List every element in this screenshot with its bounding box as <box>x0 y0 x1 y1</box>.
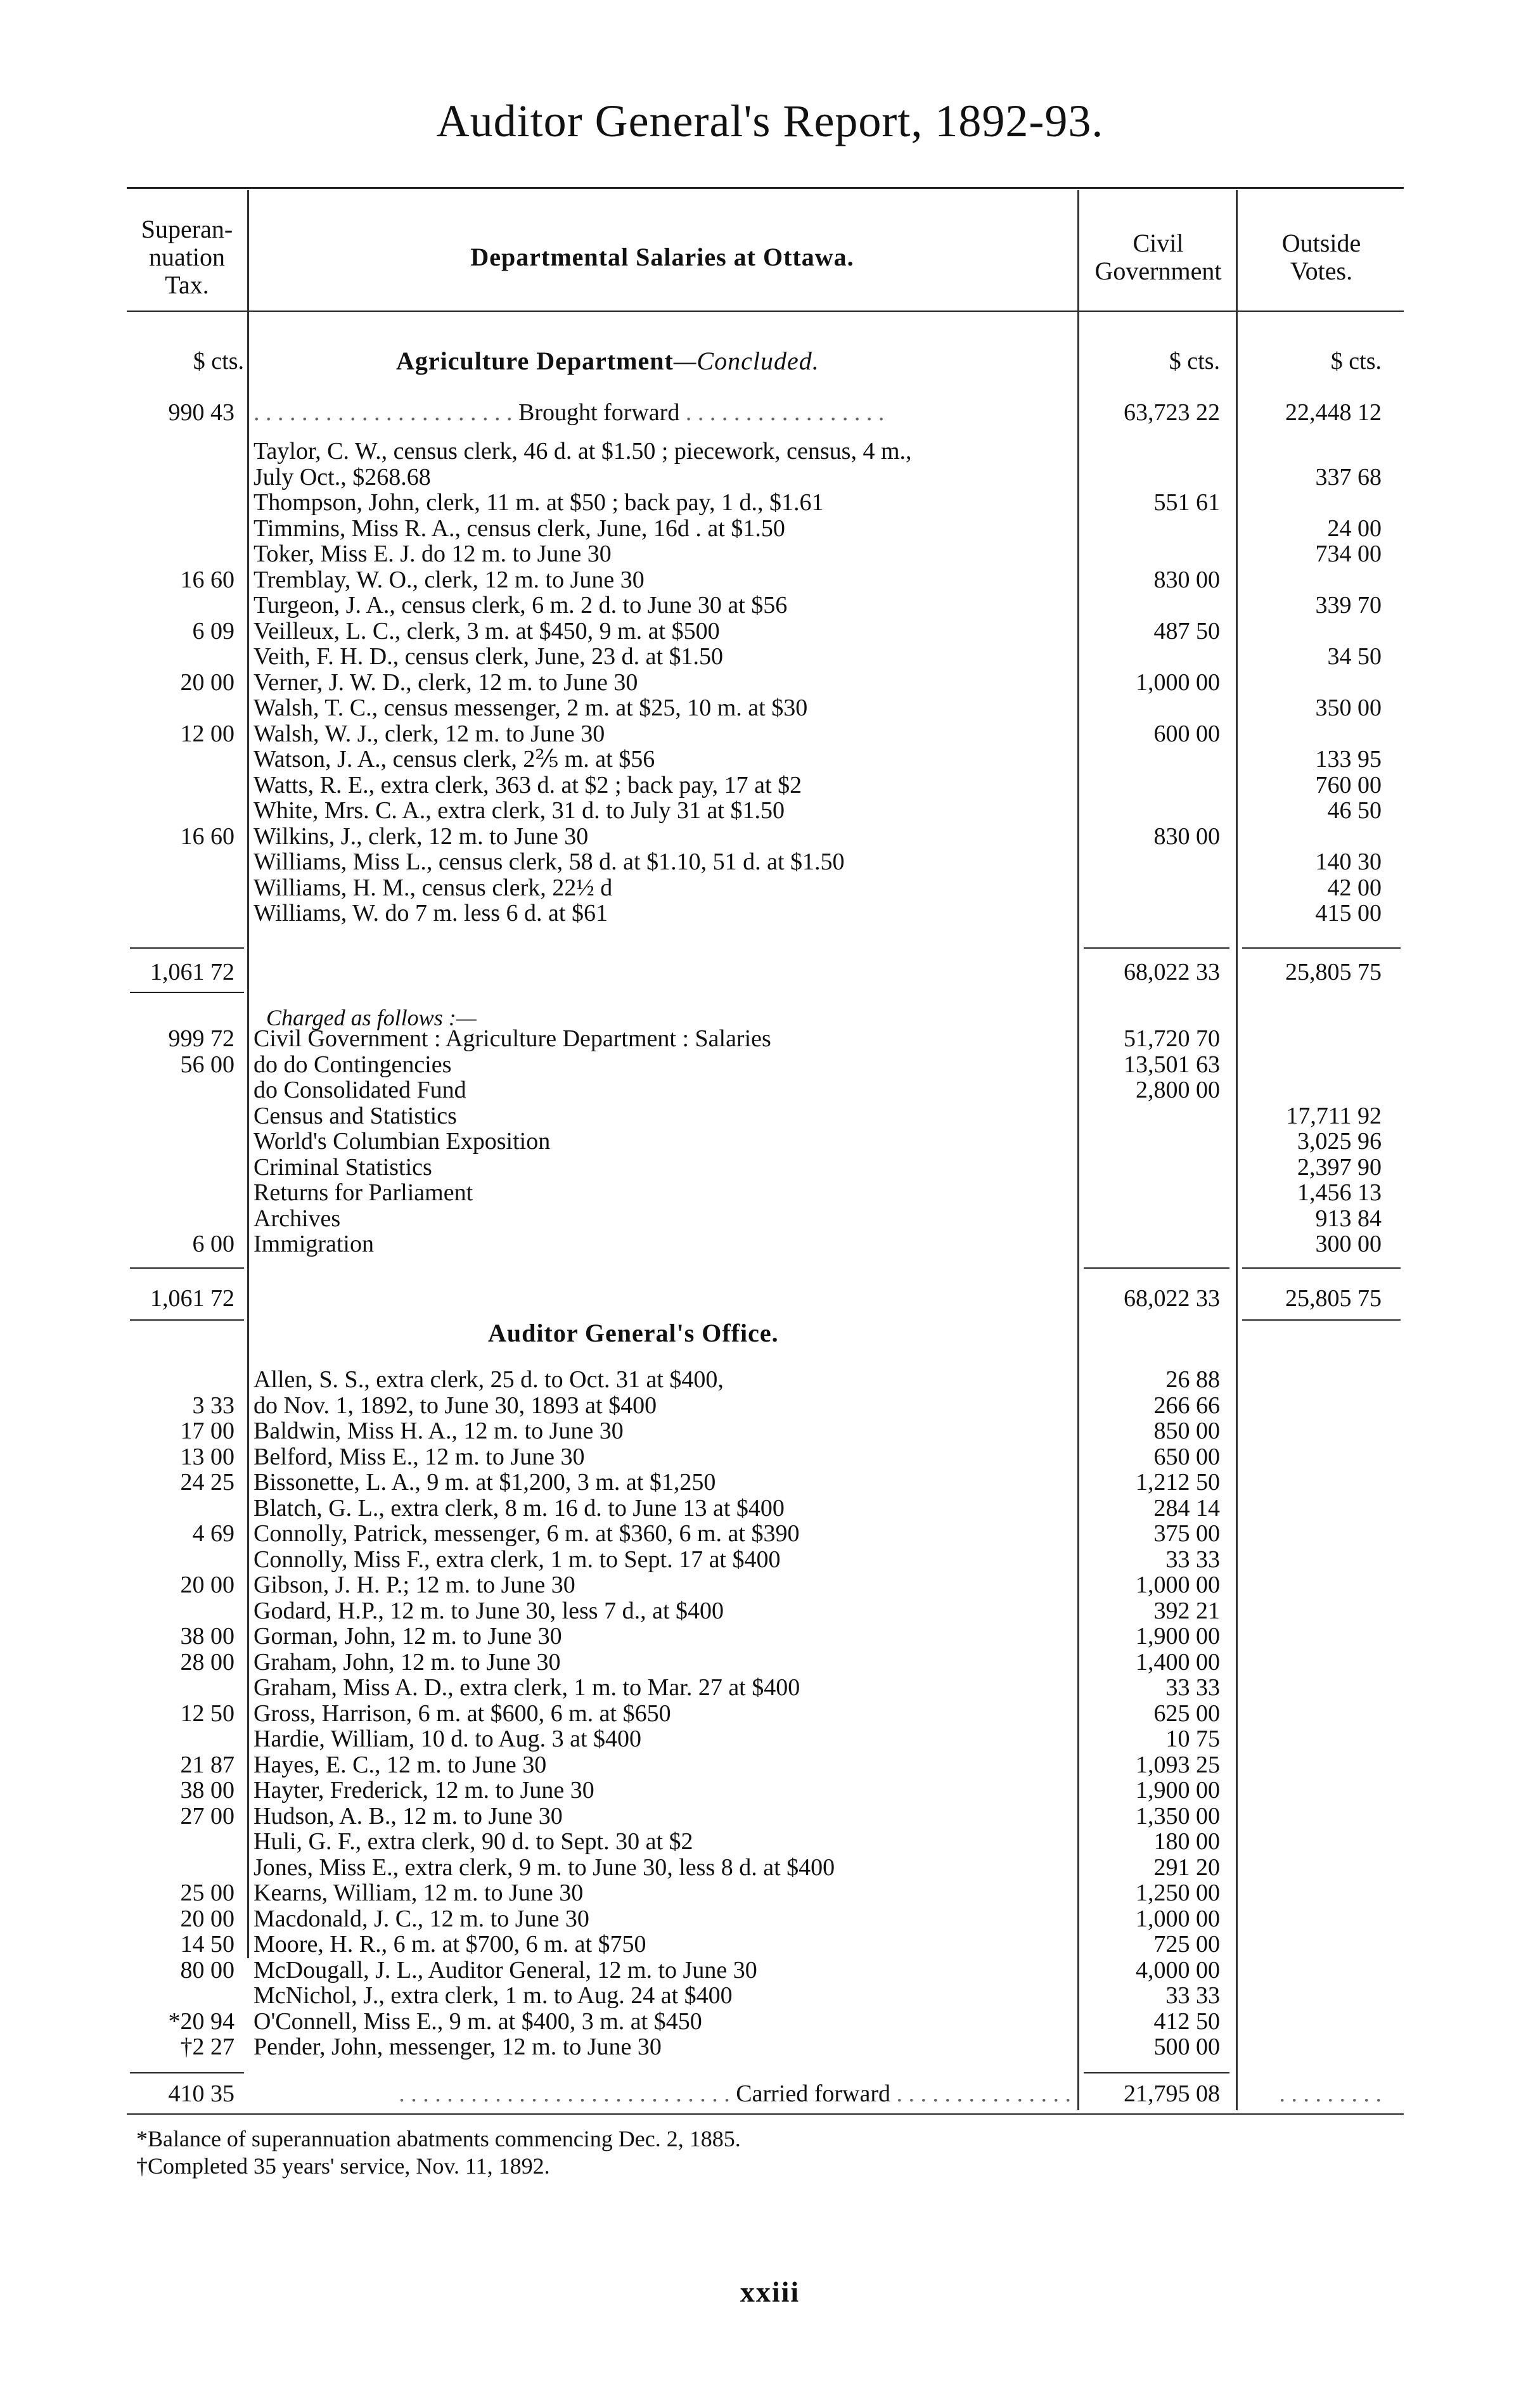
table-row <box>0 1496 1540 1520</box>
cell-civil: 180 00 <box>1153 1828 1220 1855</box>
carried-forward-sup: 410 35 <box>168 2080 234 2107</box>
outside-header-line: Outside <box>1281 229 1361 257</box>
cell-sup: 56 00 <box>180 1051 234 1078</box>
table-row <box>0 901 1540 925</box>
table-row <box>0 1599 1540 1623</box>
cell-outside: 133 95 <box>1315 746 1382 772</box>
cell-desc: White, Mrs. C. A., extra clerk, 31 d. to July 31 at $1.50 <box>253 797 785 824</box>
cell-civil: 1,350 00 <box>1136 1802 1220 1829</box>
table-row <box>0 1573 1540 1597</box>
cell-outside: 339 70 <box>1315 592 1382 618</box>
table-row <box>0 773 1540 797</box>
brought-forward-desc: . . . . . . . . . . . . . . . . . . . . . . Brought forward . . . . . . . . . . . . . . . . . <box>253 399 885 426</box>
cell-outside: 24 00 <box>1327 515 1382 542</box>
table-row <box>0 1129 1540 1153</box>
cell-sup: 24 25 <box>180 1469 234 1496</box>
table-row <box>0 1232 1540 1256</box>
table-row <box>0 1548 1540 1572</box>
agri-total-outside: 25,805 75 <box>1285 959 1382 985</box>
cell-desc: Taylor, C. W., census clerk, 46 d. at $1.50 ; piecework, census, 4 m., <box>253 438 912 465</box>
cell-civil: 650 00 <box>1153 1443 1220 1470</box>
table-row <box>0 1701 1540 1726</box>
cell-desc: Walsh, T. C., census messenger, 2 m. at $25, 10 m. at $30 <box>253 695 808 721</box>
cell-civil: 412 50 <box>1153 2008 1220 2035</box>
table-row <box>0 1419 1540 1443</box>
cell-civil: 1,093 25 <box>1136 1751 1220 1778</box>
brought-forward-row <box>0 401 1540 425</box>
cell-civil: 284 14 <box>1153 1494 1220 1522</box>
table-row <box>0 1624 1540 1648</box>
cell-sup: 14 50 <box>180 1931 234 1958</box>
cell-civil: 725 00 <box>1153 1931 1220 1958</box>
cell-sup: 28 00 <box>180 1648 234 1676</box>
table-row <box>0 1907 1540 1931</box>
charged-total-underline-sup <box>130 1319 244 1321</box>
carried-forward-desc: . . . . . . . . . . . . . . . . . . . . . . . . . . . . Carried forward . . . . . . . . . . . . . . . <box>399 2080 1071 2107</box>
civil-units: $ cts. <box>1169 348 1220 375</box>
cell-desc: Archives <box>253 1205 341 1232</box>
cell-desc: Jones, Miss E., extra clerk, 9 m. to June 30, less 8 d. at $400 <box>253 1854 835 1881</box>
cell-sup: 80 00 <box>180 1956 234 1983</box>
civil-header-line: Government <box>1094 257 1222 285</box>
cell-desc: Census and Statistics <box>253 1102 457 1129</box>
cell-desc: Walsh, W. J., clerk, 12 m. to June 30 <box>253 720 605 747</box>
cell-desc: Veith, F. H. D., census clerk, June, 23 d. at $1.50 <box>253 643 724 670</box>
cell-civil: 1,212 50 <box>1136 1469 1220 1496</box>
brought-forward-civil: 63,723 22 <box>1124 399 1220 426</box>
table-row <box>0 1445 1540 1469</box>
carried-forward-label: Carried forward <box>736 2080 890 2107</box>
cell-desc: Timmins, Miss R. A., census clerk, June, 16d . at $1.50 <box>253 515 785 542</box>
cell-civil: 10 75 <box>1165 1726 1220 1752</box>
cell-sup: 4 69 <box>192 1520 234 1547</box>
cell-desc: Huli, G. F., extra clerk, 90 d. to Sept. 30 at $2 <box>253 1828 693 1855</box>
table-row <box>0 1983 1540 2008</box>
bottom-rule <box>127 2113 1404 2115</box>
header-top-rule <box>127 187 1404 189</box>
charged-total-underline-outside <box>1242 1319 1401 1321</box>
cell-outside: 17,711 92 <box>1286 1102 1382 1129</box>
cell-sup: *20 94 <box>168 2008 234 2035</box>
cell-civil: 1,000 00 <box>1136 669 1220 696</box>
cell-civil: 830 00 <box>1153 823 1220 850</box>
cell-outside: 415 00 <box>1315 900 1382 926</box>
footnote-1: *Balance of superannuation abatments commencing Dec. 2, 1885. <box>136 2126 741 2151</box>
cell-desc: Returns for Parliament <box>253 1179 473 1206</box>
agriculture-heading-bold: Agriculture Department <box>396 347 674 375</box>
cell-civil: 13,501 63 <box>1124 1051 1220 1078</box>
table-row <box>0 1104 1540 1128</box>
cell-desc: Moore, H. R., 6 m. at $700, 6 m. at $750 <box>253 1931 646 1958</box>
cell-civil: 4,000 00 <box>1136 1956 1220 1983</box>
cell-outside: 734 00 <box>1315 541 1382 567</box>
cell-civil: 33 33 <box>1165 1674 1220 1701</box>
cell-civil: 625 00 <box>1153 1700 1220 1727</box>
agri-total-civil: 68,022 33 <box>1124 959 1220 985</box>
table-row <box>0 1676 1540 1700</box>
cell-sup: 16 60 <box>180 566 234 593</box>
page-number: xxiii <box>740 2276 800 2308</box>
cell-desc: Thompson, John, clerk, 11 m. at $50 ; back pay, 1 d., $1.61 <box>253 489 824 516</box>
cell-desc: Hardie, William, 10 d. to Aug. 3 at $400 <box>253 1726 642 1752</box>
charged-total-rule-outside <box>1242 1267 1401 1269</box>
table-row <box>0 1881 1540 1905</box>
cell-civil: 51,720 70 <box>1124 1025 1220 1052</box>
cell-sup: 27 00 <box>180 1802 234 1829</box>
cell-civil: 2,800 00 <box>1136 1077 1220 1103</box>
cell-outside: 337 68 <box>1315 463 1382 490</box>
table-row <box>0 1368 1540 1392</box>
cell-desc: Turgeon, J. A., census clerk, 6 m. 2 d. to June 30 at $56 <box>253 592 788 618</box>
cell-outside: 3,025 96 <box>1297 1128 1382 1155</box>
table-row <box>0 1078 1540 1102</box>
charged-total-outside: 25,805 75 <box>1285 1285 1382 1312</box>
carried-rule-sup <box>130 2072 244 2073</box>
cell-desc: do do Contingencies <box>253 1051 452 1078</box>
cell-outside: 34 50 <box>1327 643 1382 670</box>
table-row <box>0 798 1540 823</box>
charged-label: Charged as follows :— <box>266 1005 477 1030</box>
carried-forward-civil: 21,795 08 <box>1124 2080 1220 2107</box>
cell-desc: World's Columbian Exposition <box>253 1128 551 1155</box>
brought-forward-label: Brought forward <box>518 399 680 426</box>
table-row <box>0 747 1540 771</box>
cell-desc: Watts, R. E., extra clerk, 363 d. at $2 ; back pay, 17 at $2 <box>253 771 802 798</box>
charged-total-civil: 68,022 33 <box>1124 1285 1220 1312</box>
page-title: Auditor General's Report, 1892-93. <box>436 96 1104 146</box>
cell-sup: 12 00 <box>180 720 234 747</box>
cell-civil: 33 33 <box>1165 1982 1220 2009</box>
cell-desc: Belford, Miss E., 12 m. to June 30 <box>253 1443 585 1470</box>
civil-header <box>1081 229 1236 285</box>
table-row <box>0 1155 1540 1179</box>
cell-sup: 38 00 <box>180 1623 234 1650</box>
cell-desc: Connolly, Patrick, messenger, 6 m. at $360, 6 m. at $390 <box>253 1520 800 1547</box>
cell-desc: Hayter, Frederick, 12 m. to June 30 <box>253 1777 594 1804</box>
footnote-2: †Completed 35 years' service, Nov. 11, 1892. <box>136 2153 550 2179</box>
cell-desc: Connolly, Miss F., extra clerk, 1 m. to Sept. 17 at $400 <box>253 1546 781 1573</box>
table-row <box>0 1829 1540 1854</box>
table-row <box>0 1027 1540 1051</box>
cell-outside: 1,456 13 <box>1297 1179 1382 1206</box>
cell-desc: Williams, H. M., census clerk, 22½ d <box>253 874 613 901</box>
agri-total-row <box>0 960 1540 984</box>
cell-sup: 13 00 <box>180 1443 234 1470</box>
cell-desc: Pender, John, messenger, 12 m. to June 30 <box>253 2034 662 2060</box>
cell-desc: Criminal Statistics <box>253 1153 432 1181</box>
cell-outside: 350 00 <box>1315 695 1382 721</box>
cell-civil: 392 21 <box>1153 1597 1220 1624</box>
cell-civil: 266 66 <box>1153 1392 1220 1419</box>
table-row <box>0 1470 1540 1494</box>
table-row <box>0 1932 1540 1956</box>
carried-rule-civil <box>1084 2072 1229 2073</box>
agriculture-heading <box>396 346 819 376</box>
table-row <box>0 2009 1540 2034</box>
cell-outside: 300 00 <box>1315 1231 1382 1257</box>
cell-sup: 6 09 <box>192 617 234 644</box>
table-row <box>0 568 1540 592</box>
table-row <box>0 1522 1540 1546</box>
sup-units: $ cts. <box>193 348 244 375</box>
charged-total-rule-civil <box>1084 1267 1229 1269</box>
cell-desc: do Nov. 1, 1892, to June 30, 1893 at $400 <box>253 1392 657 1419</box>
cell-civil: 1,400 00 <box>1136 1648 1220 1676</box>
table-row <box>0 850 1540 874</box>
cell-sup: 38 00 <box>180 1777 234 1804</box>
table-row <box>0 1855 1540 1880</box>
cell-outside: 913 84 <box>1315 1205 1382 1232</box>
cell-desc: Kearns, William, 12 m. to June 30 <box>253 1880 584 1906</box>
table-row <box>0 1778 1540 1802</box>
table-row <box>0 1181 1540 1205</box>
cell-desc: Watson, J. A., census clerk, 2⅖ m. at $56 <box>253 746 655 772</box>
cell-desc: Graham, John, 12 m. to June 30 <box>253 1648 561 1676</box>
cell-sup: 16 60 <box>180 823 234 850</box>
cell-civil: 487 50 <box>1153 617 1220 644</box>
table-row <box>0 516 1540 541</box>
cell-sup: 6 00 <box>192 1231 234 1257</box>
cell-outside: 46 50 <box>1327 797 1382 824</box>
cell-civil: 500 00 <box>1153 2034 1220 2060</box>
cell-desc: Hudson, A. B., 12 m. to June 30 <box>253 1802 563 1829</box>
cell-sup: 999 72 <box>168 1025 234 1052</box>
cell-civil: 1,000 00 <box>1136 1905 1220 1932</box>
cell-civil: 1,000 00 <box>1136 1572 1220 1598</box>
cell-civil: 551 61 <box>1153 489 1220 516</box>
cell-desc: Verner, J. W. D., clerk, 12 m. to June 30 <box>253 669 638 696</box>
cell-desc: do Consolidated Fund <box>253 1077 466 1103</box>
table-row <box>0 465 1540 489</box>
cell-desc: Toker, Miss E. J. do 12 m. to June 30 <box>253 541 612 567</box>
table-row <box>0 490 1540 515</box>
table-row <box>0 722 1540 746</box>
cell-sup: 25 00 <box>180 1880 234 1906</box>
cell-sup: 20 00 <box>180 669 234 696</box>
outside-units: $ cts. <box>1330 348 1382 375</box>
cell-desc: Williams, Miss L., census clerk, 58 d. at $1.10, 51 d. at $1.50 <box>253 849 845 875</box>
charged-total-rule-sup <box>130 1267 244 1269</box>
outside-header <box>1239 229 1404 285</box>
table-row <box>0 1958 1540 1982</box>
cell-desc: Bissonette, L. A., 9 m. at $1,200, 3 m. at $1,250 <box>253 1469 716 1496</box>
cell-desc: Williams, W. do 7 m. less 6 d. at $61 <box>253 900 608 926</box>
cell-civil: 375 00 <box>1153 1520 1220 1547</box>
cell-desc: Hayes, E. C., 12 m. to June 30 <box>253 1751 547 1778</box>
cell-sup: 12 50 <box>180 1700 234 1727</box>
cell-sup: 20 00 <box>180 1905 234 1932</box>
agri-total-sup: 1,061 72 <box>150 959 234 985</box>
cell-desc: Godard, H.P., 12 m. to June 30, less 7 d., at $400 <box>253 1597 724 1624</box>
carried-forward-row <box>0 2082 1540 2106</box>
agri-total-rule-outside <box>1242 947 1401 949</box>
charged-total-row <box>0 1286 1540 1310</box>
cell-civil: 600 00 <box>1153 720 1220 747</box>
cell-civil: 850 00 <box>1153 1418 1220 1444</box>
cell-outside: 140 30 <box>1315 849 1382 875</box>
charged-total-sup: 1,061 72 <box>150 1285 234 1312</box>
cell-desc: Gorman, John, 12 m. to June 30 <box>253 1623 562 1650</box>
cell-civil: 830 00 <box>1153 566 1220 593</box>
agriculture-heading-italic: —Concluded. <box>673 347 819 375</box>
carried-forward-outside-dots: . . . . . . . . . <box>1279 2080 1382 2107</box>
cell-desc: Gross, Harrison, 6 m. at $600, 6 m. at $650 <box>253 1700 671 1727</box>
cell-sup: 3 33 <box>192 1392 234 1419</box>
cell-desc: Blatch, G. L., extra clerk, 8 m. 16 d. to June 13 at $400 <box>253 1494 785 1522</box>
cell-civil: 26 88 <box>1165 1366 1220 1393</box>
table-row <box>0 876 1540 900</box>
table-row <box>0 542 1540 566</box>
table-row <box>0 619 1540 643</box>
outside-header-line: Votes. <box>1290 257 1353 285</box>
cell-outside: 42 00 <box>1327 874 1382 901</box>
cell-desc: July Oct., $268.68 <box>253 463 431 490</box>
cell-desc: Allen, S. S., extra clerk, 25 d. to Oct. 31 at $400, <box>253 1366 724 1393</box>
cell-civil: 1,250 00 <box>1136 1880 1220 1906</box>
cell-outside: 2,397 90 <box>1297 1153 1382 1181</box>
table-row <box>0 1053 1540 1077</box>
cell-desc: Immigration <box>253 1231 374 1257</box>
cell-civil: 33 33 <box>1165 1546 1220 1573</box>
table-row <box>0 1394 1540 1418</box>
sup-header-line: Tax. <box>165 271 209 299</box>
cell-sup: †2 27 <box>180 2034 234 2060</box>
cell-sup: 17 00 <box>180 1418 234 1444</box>
sup-header-line: Superan- <box>141 215 233 243</box>
brought-forward-outside: 22,448 12 <box>1285 399 1382 426</box>
cell-desc: Macdonald, J. C., 12 m. to June 30 <box>253 1905 589 1932</box>
table-row <box>0 824 1540 849</box>
table-row <box>0 1804 1540 1828</box>
cell-civil: 1,900 00 <box>1136 1623 1220 1650</box>
table-row <box>0 1727 1540 1751</box>
cell-desc: Veilleux, L. C., clerk, 3 m. at $450, 9 m. at $500 <box>253 617 720 644</box>
table-row <box>0 644 1540 669</box>
cell-desc: Wilkins, J., clerk, 12 m. to June 30 <box>253 823 589 850</box>
cell-desc: O'Connell, Miss E., 9 m. at $400, 3 m. at $450 <box>253 2008 702 2035</box>
table-row <box>0 670 1540 695</box>
table-row <box>0 1753 1540 1777</box>
auditor-heading: Auditor General's Office. <box>488 1319 779 1347</box>
table-row <box>0 1650 1540 1674</box>
cell-desc: Baldwin, Miss H. A., 12 m. to June 30 <box>253 1418 624 1444</box>
agri-total-rule-civil <box>1084 947 1229 949</box>
table-row <box>0 696 1540 720</box>
agri-total-underline <box>130 992 244 993</box>
sup-header-line: nuation <box>149 243 225 271</box>
main-header: Departmental Salaries at Ottawa. <box>470 243 854 271</box>
header-bottom-rule <box>127 311 1404 312</box>
brought-forward-sup: 990 43 <box>168 399 234 426</box>
cell-civil: 291 20 <box>1153 1854 1220 1881</box>
cell-civil: 1,900 00 <box>1136 1777 1220 1804</box>
sup-header <box>127 215 247 299</box>
cell-sup: 20 00 <box>180 1572 234 1598</box>
cell-desc: Tremblay, W. O., clerk, 12 m. to June 30 <box>253 566 645 593</box>
agri-total-rule-sup <box>130 947 244 949</box>
cell-desc: Gibson, J. H. P.; 12 m. to June 30 <box>253 1572 575 1598</box>
table-row <box>0 439 1540 463</box>
table-row <box>0 593 1540 617</box>
cell-sup: 21 87 <box>180 1751 234 1778</box>
cell-desc: McDougall, J. L., Auditor General, 12 m. to June 30 <box>253 1956 757 1983</box>
cell-desc: Graham, Miss A. D., extra clerk, 1 m. to Mar. 27 at $400 <box>253 1674 800 1701</box>
cell-outside: 760 00 <box>1315 771 1382 798</box>
table-row <box>0 1207 1540 1231</box>
civil-header-line: Civil <box>1133 229 1184 257</box>
cell-desc: McNichol, J., extra clerk, 1 m. to Aug. 24 at $400 <box>253 1982 733 2009</box>
cell-desc: Civil Government : Agriculture Department : Salaries <box>253 1025 771 1052</box>
table-row <box>0 2035 1540 2059</box>
